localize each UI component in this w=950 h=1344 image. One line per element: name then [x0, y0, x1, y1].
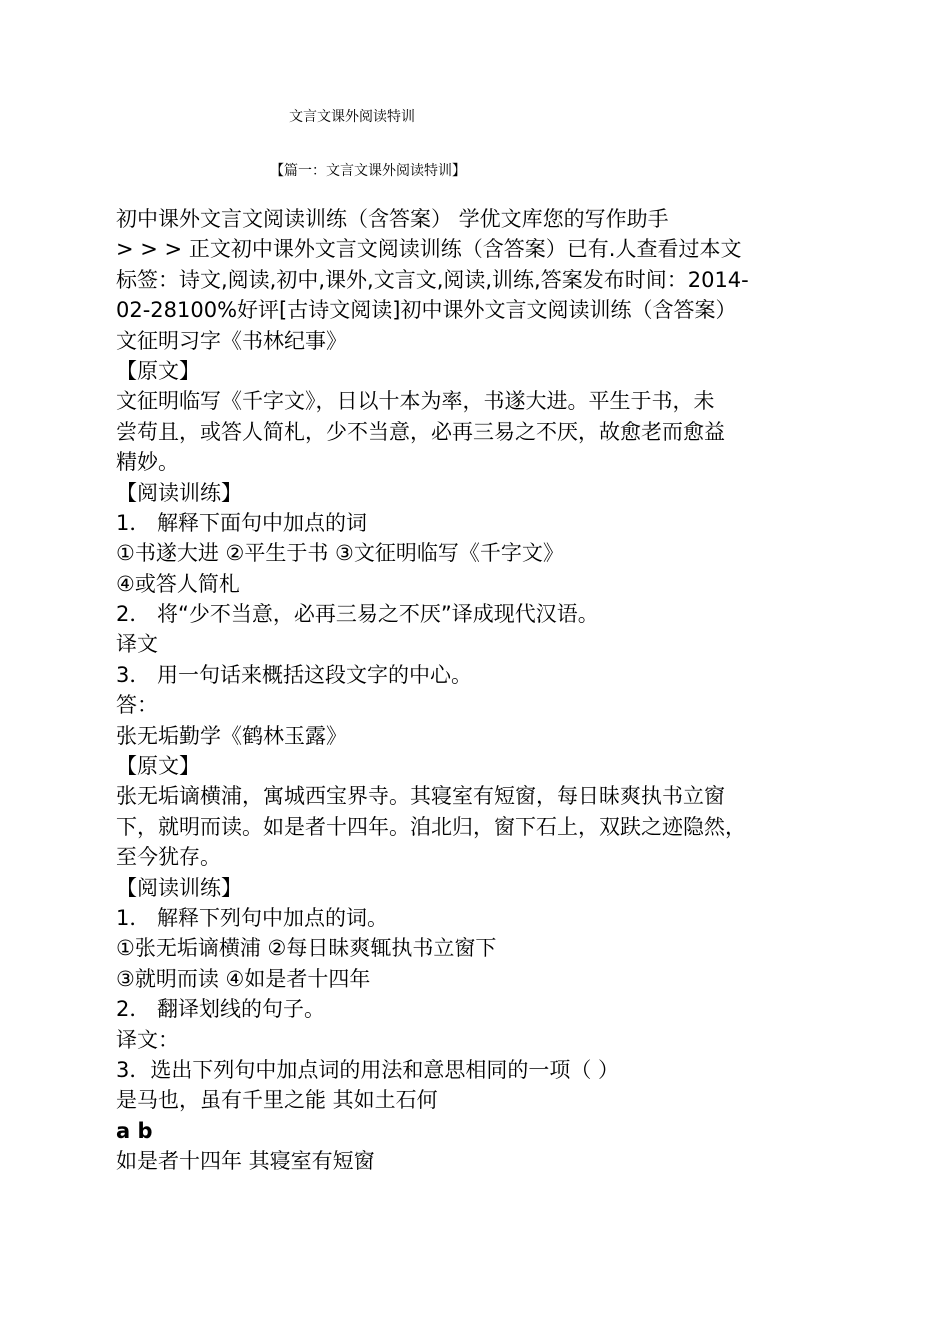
text-line: 2． 将“少不当意，必再三易之不厌”译成现代汉语。: [116, 602, 599, 627]
text-line: 张无垢谪横浦，寓城西宝界寺。其寝室有短窗，每日昧爽执书立窗: [116, 784, 725, 809]
text-line: 精妙。: [116, 450, 179, 475]
text-line: ④或答人简札: [116, 571, 240, 596]
text-line: 【原文】: [116, 754, 200, 779]
text-line: 文征明临写《千字文》，日以十本为率，书遂大进。平生于书，未: [116, 389, 715, 414]
text-line: 译文：: [116, 1027, 179, 1052]
text-line: 3． 用一句话来概括这段文字的中心。: [116, 662, 473, 687]
text-line: 答：: [116, 693, 158, 718]
text-line: 【原文】: [116, 358, 200, 383]
text-line: 文征明习字《书林纪事》: [116, 328, 347, 353]
text-line: ①张无垢谪横浦 ②每日昧爽辄执书立窗下: [116, 936, 497, 961]
text-line: 如是者十四年 其寝室有短窗: [116, 1149, 375, 1174]
text-line: 2． 翻译划线的句子。: [116, 997, 326, 1022]
text-line: ③就明而读 ④如是者十四年: [116, 966, 371, 991]
text-line: > > > 正文初中课外文言文阅读训练（含答案）已有.人查看过本文: [116, 237, 742, 262]
text-line: 1． 解释下面句中加点的词: [116, 510, 368, 535]
text-line: 【阅读训练】: [116, 875, 242, 900]
text-line: 尝苟且，或答人简札，少不当意，必再三易之不厌，故愈老而愈益: [116, 419, 725, 444]
section-tag: 【篇一：文言文课外阅读特训】: [270, 163, 466, 179]
document-body: [116, 204, 836, 1177]
text-line: a b: [116, 1118, 153, 1143]
text-line: ①书遂大进 ②平生于书 ③文征明临写《千字文》: [116, 541, 564, 566]
text-line: 下，就明而读。如是者十四年。洎北归，窗下石上，双趺之迹隐然，: [116, 814, 746, 839]
text-line: 标签：诗文,阅读,初中,课外,文言文,阅读,训练,答案发布时间：2014-: [116, 267, 749, 292]
text-line: 译文: [116, 632, 158, 657]
text-line: 初中课外文言文阅读训练（含答案） 学优文库您的写作助手: [116, 207, 669, 231]
text-line: 张无垢勤学《鹤林玉露》: [116, 723, 347, 748]
text-line: 至今犹存。: [116, 845, 221, 870]
text-line: 02-28100%好评[古诗文阅读]初中课外文言文阅读训练（含答案）: [116, 298, 737, 323]
text-line: 3．选出下列句中加点词的用法和意思相同的一项（ ）: [116, 1057, 620, 1082]
text-line: 是马也，虽有千里之能 其如土石何: [116, 1088, 438, 1113]
text-line: 1． 解释下列句中加点的词。: [116, 905, 389, 930]
document-title: 文言文课外阅读特训: [289, 109, 415, 125]
text-line: 【阅读训练】: [116, 480, 242, 505]
